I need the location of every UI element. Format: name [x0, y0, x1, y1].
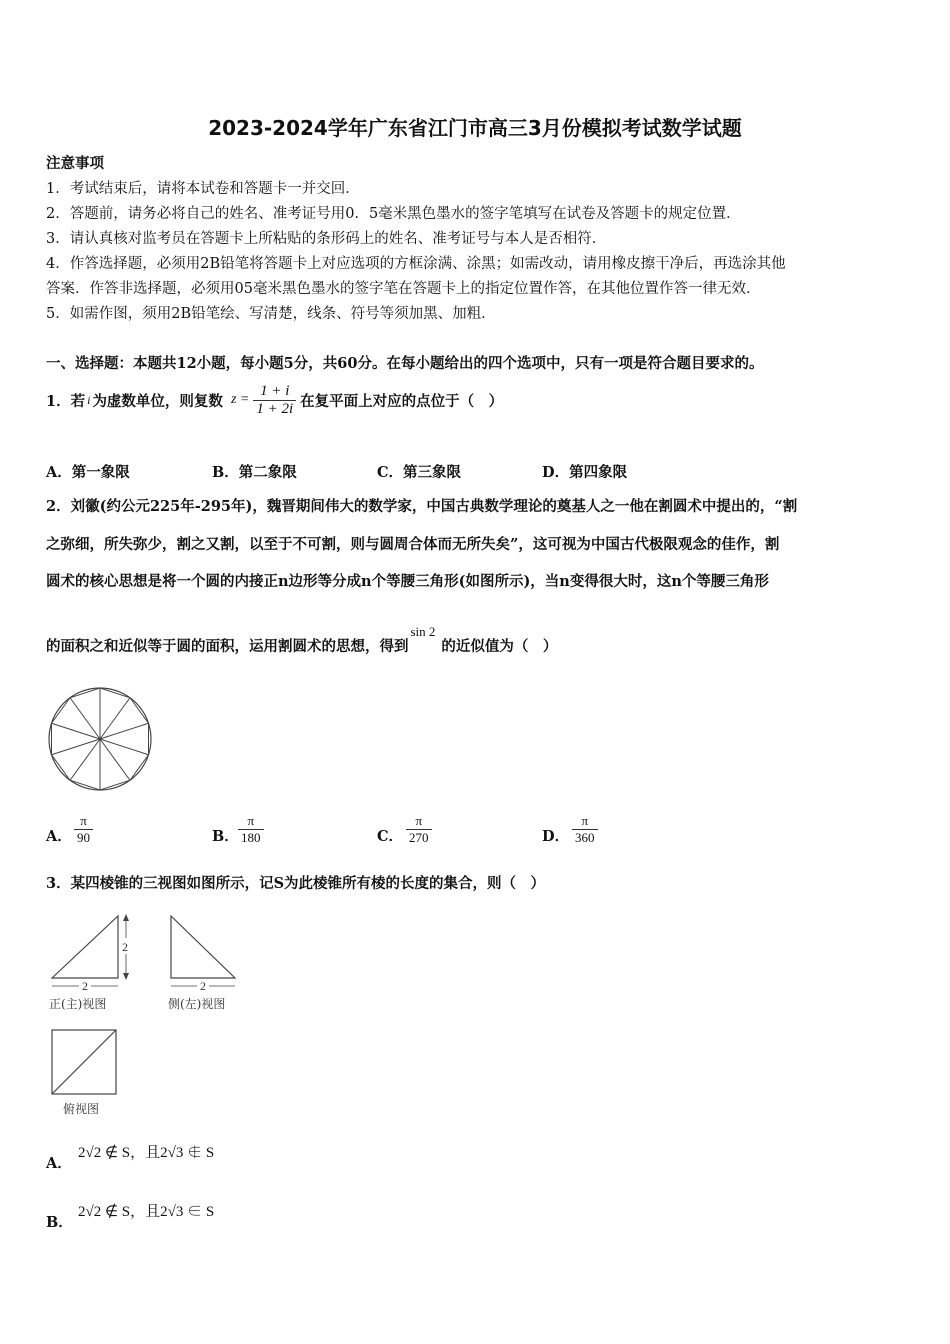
q3-option-b-expr[interactable]: 2√2 ∉ S，且2√3 ∈ S	[78, 1204, 215, 1220]
note-item: 5．如需作图，须用2B铅笔绘、写清楚，线条、符号等须加黑、加粗．	[46, 306, 496, 322]
front-view-figure	[46, 910, 136, 990]
side-view-figure	[165, 910, 245, 990]
q2-option-c-den: 270	[409, 830, 429, 845]
q2-option-d-label[interactable]: D．	[542, 828, 570, 845]
side-view-caption: 侧(左)视图	[168, 997, 226, 1011]
top-view-caption: 俯视图	[63, 1102, 100, 1116]
q2-last-line	[46, 620, 557, 656]
q2-option-a-num: π	[74, 813, 93, 830]
radius-line	[100, 739, 149, 755]
note-item: 3．请认真核对监考员在答题卡上所粘贴的条形码上的姓名、准考证号与本人是否相符．	[46, 231, 607, 247]
q2-option-d-den: 360	[575, 830, 595, 845]
q2-option-c-fraction[interactable]	[406, 813, 432, 846]
note-item: 2．答题前，请务必将自己的姓名、准考证号用0．5毫米黑色墨水的签字笔填写在试卷及答题卡的规定位置．	[46, 206, 741, 222]
q2-option-c-num: π	[406, 813, 432, 830]
q1-z: z =	[230, 392, 250, 407]
q1-option-c[interactable]: C．第三象限	[377, 464, 462, 481]
q2-line: 之弥细，所失弥少，割之又割，以至于不可割，则与圆周合体而无所失矣”，这可视为中国古代极限观念的佳作，割	[46, 536, 780, 553]
radius-line	[70, 739, 100, 780]
front-view-caption: 正(主)视图	[49, 997, 107, 1011]
radius-line	[100, 723, 149, 739]
q2-option-b-den: 180	[241, 830, 261, 845]
q1-pre: 1．若	[46, 392, 86, 410]
q2-line: 圆术的核心思想是将一个圆的内接正n边形等分成n个等腰三角形(如图所示)，当n变得很大时，这n个等腰三角形	[46, 573, 769, 590]
q1-option-a[interactable]: A．第一象限	[46, 464, 130, 481]
radius-line	[51, 739, 100, 755]
top-view-figure	[48, 1026, 123, 1098]
q2-option-a-den: 90	[77, 830, 90, 845]
q1-fraction	[253, 383, 296, 418]
q2-option-b-label[interactable]: B．	[212, 828, 239, 845]
q2-option-c-label[interactable]: C．	[377, 828, 404, 845]
q2-last-pre: 的面积之和近似等于圆的面积，运用割圆术的思想，得到	[46, 638, 409, 655]
question-1	[46, 378, 503, 422]
q1-mid: 为虚数单位，则复数	[92, 392, 223, 410]
q2-option-d-fraction[interactable]	[572, 813, 598, 846]
section-heading: 一、选择题：本题共12小题，每小题5分，共60分。在每小题给出的四个选项中，只有一项是符合题目要求的。	[46, 355, 764, 372]
note-item: 4．作答选择题，必须用2B铅笔将答题卡上对应选项的方框涂满、涂黑；如需改动，请用橡皮擦干净后，再选涂其他	[46, 256, 786, 272]
q2-option-b-fraction[interactable]	[238, 813, 264, 846]
radius-line	[51, 723, 100, 739]
q1-numerator: 1 + i	[253, 383, 296, 401]
radius-line	[100, 739, 130, 780]
q2-line: 2．刘徽(约公元225年-295年)，魏晋期间伟大的数学家，中国古典数学理论的奠基人之一他在割圆术中提出的，“割	[46, 498, 798, 515]
radius-line	[100, 698, 130, 739]
circle-figure	[46, 686, 156, 792]
q2-last-post: 的近似值为（ ）	[441, 638, 558, 655]
note-item: 答案．作答非选择题，必须用05毫米黑色墨水的签字笔在答题卡上的指定位置作答，在其他位置作答一律无效．	[46, 281, 761, 297]
q1-post: 在复平面上对应的点位于（ ）	[300, 392, 504, 410]
page-title: 2023-2024学年广东省江门市高三3月份模拟考试数学试题	[208, 116, 742, 140]
q3-option-a-expr[interactable]: 2√2 ∉ S，且2√3 ∉ S	[78, 1145, 215, 1161]
q2-option-a-fraction[interactable]	[74, 813, 93, 846]
q2-option-d-num: π	[572, 813, 598, 830]
q2-option-a-label[interactable]: A．	[46, 828, 72, 845]
q1-denominator: 1 + 2i	[256, 400, 294, 417]
front-width-dim: 2	[82, 979, 88, 990]
side-width-dim: 2	[200, 979, 206, 990]
q1-option-b[interactable]: B．第二象限	[212, 464, 297, 481]
q3-option-a-label[interactable]: A．	[46, 1155, 72, 1172]
q1-option-d[interactable]: D．第四象限	[542, 464, 628, 481]
q2-sin: sin 2	[410, 624, 436, 639]
front-height-dim: 2	[122, 940, 128, 954]
q1-i: i	[87, 392, 91, 407]
question-3: 3．某四棱锥的三视图如图所示，记S为此棱锥所有棱的长度的集合，则（ ）	[46, 875, 546, 892]
note-item: 1．考试结束后，请将本试卷和答题卡一并交回．	[46, 181, 360, 197]
q2-option-b-num: π	[238, 813, 264, 830]
notes-heading: 注意事项	[46, 155, 104, 172]
radius-line	[70, 698, 100, 739]
q3-option-b-label[interactable]: B．	[46, 1214, 73, 1231]
